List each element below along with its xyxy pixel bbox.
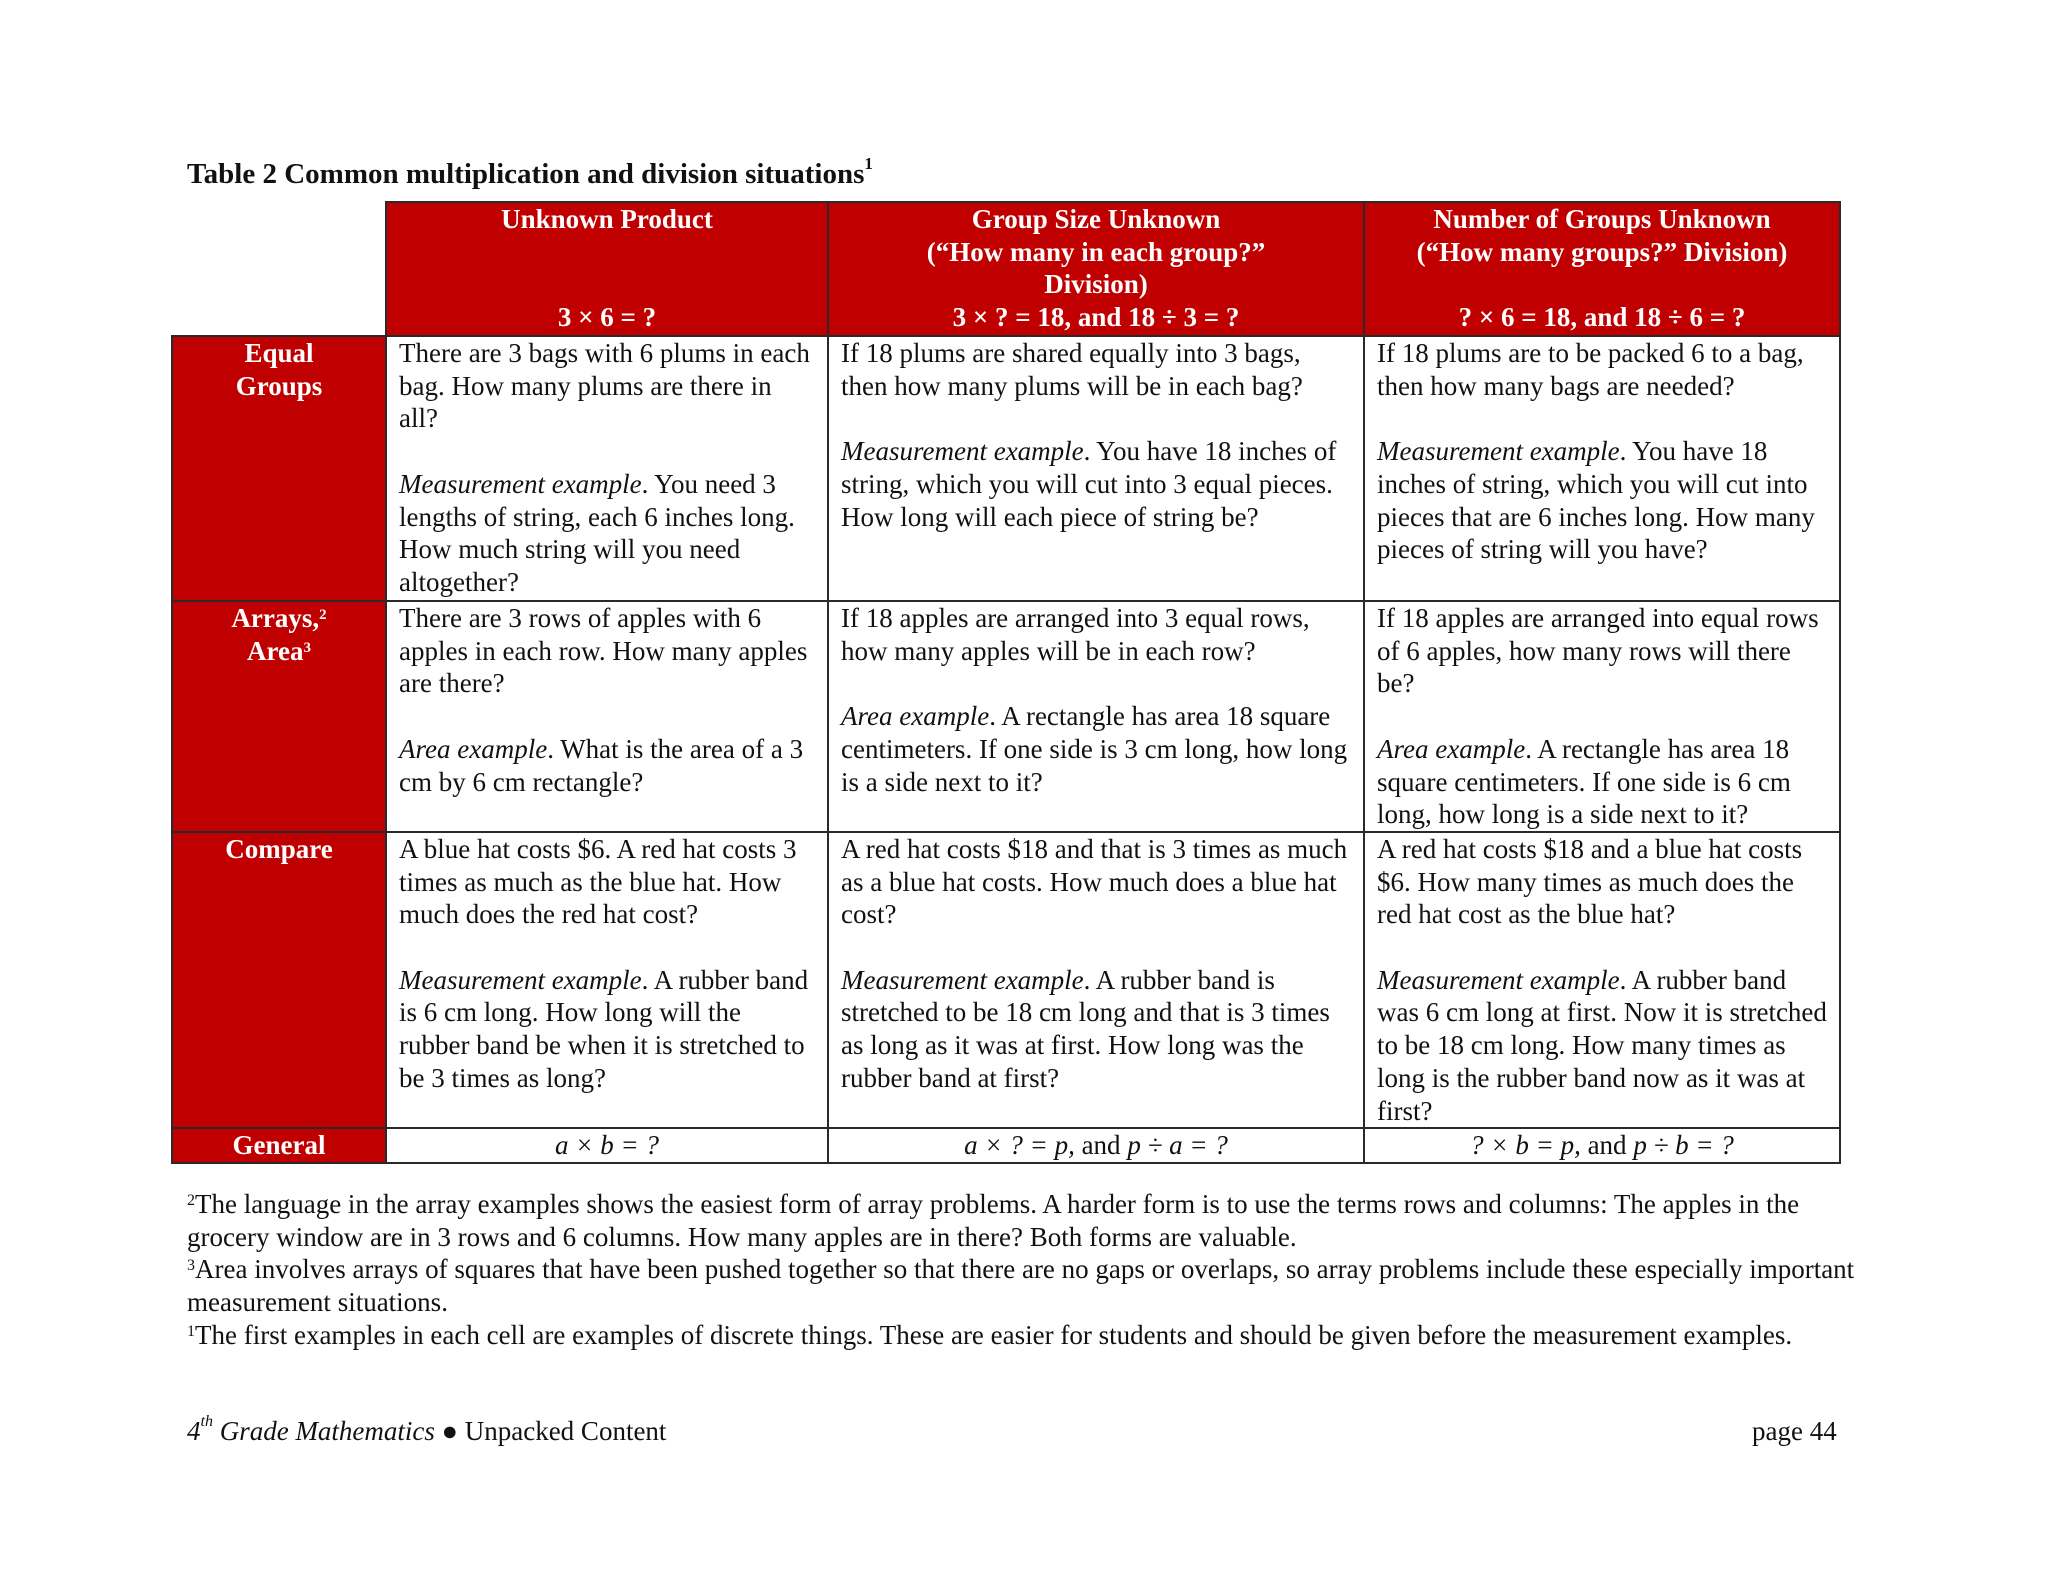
col-header-line: Division) (1044, 269, 1148, 300)
col-header-spacer (1377, 268, 1827, 301)
footnote-text: Area involves arrays of squares that have been pushed together so that there are no gaps or overlaps, so array problems include these especially important measurement situations. (187, 1254, 1855, 1318)
cell-measurement-example (399, 468, 815, 599)
table-title (187, 154, 873, 191)
cell-general-group-size-unknown: a × ? = p, and p ÷ a = ? (828, 1128, 1364, 1163)
cell-example: A red hat costs $18 and a blue hat costs $6. How many times as much does the red hat cost as the blue hat? (1377, 833, 1803, 930)
cell-measurement-example (841, 435, 1351, 533)
cell-example: There are 3 rows of apples with 6 apples in each row. How many apples are there? (399, 603, 808, 699)
example-label: Area example (841, 701, 990, 732)
cell-area-example (841, 700, 1351, 798)
page-number: page 44 (1752, 1416, 1837, 1446)
cell-equal-groups-number-of-groups-unknown (1364, 336, 1840, 601)
cell-example: A blue hat costs $6. A red hat costs 3 times as much as the blue hat. How much does the red hat cost? (399, 833, 797, 930)
bullet-icon: ● (434, 1416, 465, 1446)
footnote-ref: 3 (303, 639, 311, 656)
col-header-line: (“How many groups?” Division) (1416, 236, 1788, 267)
footnote-1 (187, 1319, 1857, 1352)
cell-arrays-unknown-product (386, 601, 828, 832)
table-row-compare (172, 832, 1840, 1128)
cell-example: If 18 apples are arranged into 3 equal rows, how many apples will be in each row? (841, 603, 1310, 666)
table-title-footnote-ref: 1 (864, 154, 873, 173)
example-text: . A rectangle has area 18 square centimeters. If one side is 6 cm long, how long is a side next to it? (1377, 733, 1791, 830)
row-header-label: Equal Groups (235, 338, 323, 401)
cell-compare-number-of-groups-unknown (1364, 832, 1840, 1128)
header-row (172, 202, 1840, 336)
example-text: . A rubber band is 6 cm long. How long will the rubber band be when it is stretched to be 3 times as long? (399, 964, 809, 1093)
col-header-line: (“How many in each group?” (926, 236, 1266, 267)
row-header-label: General (232, 1130, 326, 1161)
example-label: Measurement example (399, 964, 642, 995)
footnotes (187, 1188, 1857, 1352)
example-text: . A rectangle has area 18 square centimeters. If one side is 3 cm long, how long is a side next to it? (841, 701, 1348, 797)
footnote-ref: 2 (319, 607, 327, 623)
cell-area-example (1377, 733, 1827, 831)
col-header-spacer (399, 236, 815, 269)
cell-measurement-example (1377, 964, 1827, 1128)
col-header-line: Group Size Unknown (971, 204, 1221, 234)
table-row-arrays-area (172, 601, 1840, 832)
table-title-text: Table 2 Common multiplication and division situations (187, 158, 865, 190)
cell-compare-group-size-unknown (828, 832, 1364, 1128)
cell-measurement-example (399, 964, 815, 1095)
row-header-label: Arrays,$^2$ (231, 603, 327, 633)
col-header-number-of-groups-unknown (1364, 202, 1840, 336)
col-header-group-size-unknown (828, 202, 1364, 336)
example-label: Area example (399, 733, 548, 764)
col-header-equation: ? × 6 = 18, and 18 ÷ 6 = ? (1458, 302, 1746, 333)
example-text: . A rubber band was 6 cm long at first. Now it is stretched to be 18 cm long. How many times as long is the rubber band now as it was at first? (1377, 964, 1827, 1126)
example-label: Measurement example (1377, 964, 1620, 995)
footnote-number: 1 (187, 1322, 195, 1340)
cell-example: If 18 plums are shared equally into 3 bags, then how many plums will be in each bag? (841, 338, 1303, 401)
cell-arrays-group-size-unknown (828, 601, 1364, 832)
cell-equal-groups-group-size-unknown (828, 336, 1364, 601)
footnote-text: The language in the array examples shows the easiest form of array problems. A harder form is to use the terms rows and columns: The apples in the grocery window are in 3 rows and 6 columns. How many apples are in there? Both forms are valuable. (187, 1189, 1800, 1252)
row-header-label-2: Area$^3$ (247, 635, 311, 666)
situations-table (171, 201, 1841, 1164)
row-header-label: Compare (225, 833, 333, 864)
cell-compare-unknown-product (386, 832, 828, 1128)
example-text: . A rubber band is stretched to be 18 cm long and that is 3 times as long as it was at first. How long was the rubber band at first? (841, 964, 1330, 1093)
footnote-2 (187, 1188, 1857, 1253)
footer-document-title: 4th Grade Mathematics ● Unpacked Content (187, 1413, 667, 1446)
example-text: . You have 18 inches of string, which you will cut into pieces that are 6 inches long. How many pieces of string will you have? (1377, 436, 1815, 565)
cell-general-number-of-groups-unknown: ? × b = p, and p ÷ b = ? (1364, 1128, 1840, 1163)
footnote-number: 2 (187, 1192, 195, 1209)
example-label: Measurement example (1377, 436, 1620, 467)
example-text: . You have 18 inches of string, which you will cut into 3 equal pieces. How long will each piece of string be? (841, 436, 1337, 532)
footnote-text: The first examples in each cell are examples of discrete things. These are easier for students and should be given before the measurement examples. (195, 1319, 1793, 1350)
col-header-equation: 3 × 6 = ? (557, 302, 657, 333)
cell-example: If 18 plums are to be packed 6 to a bag, then how many bags are needed? (1377, 338, 1804, 401)
col-header-line: Unknown Product (501, 204, 713, 234)
cell-arrays-number-of-groups-unknown (1364, 601, 1840, 832)
example-label: Measurement example (841, 436, 1084, 467)
cell-measurement-example (1377, 435, 1827, 566)
example-label: Measurement example (399, 468, 642, 499)
example-text: . You need 3 lengths of string, each 6 inches long. How much string will you need altogether? (399, 468, 795, 597)
footnote-number: 3 (187, 1257, 195, 1275)
col-header-line: Number of Groups Unknown (1433, 204, 1771, 234)
table-row-equal-groups (172, 336, 1840, 601)
cell-general-unknown-product: a × b = ? (386, 1128, 828, 1163)
cell-example: There are 3 bags with 6 plums in each bag. How many plums are there in all? (399, 338, 810, 434)
footnote-3 (187, 1253, 1857, 1318)
corner-cell (172, 202, 386, 336)
row-header-arrays-area (172, 601, 386, 832)
cell-example: If 18 apples are arranged into equal rows of 6 apples, how many rows will there be? (1377, 603, 1819, 699)
cell-measurement-example (841, 964, 1351, 1095)
cell-area-example (399, 733, 815, 798)
example-text: . What is the area of a 3 cm by 6 cm rectangle? (399, 733, 804, 797)
row-header-compare (172, 832, 386, 1128)
table-row-general (172, 1128, 1840, 1163)
example-label: Area example (1377, 733, 1526, 764)
cell-example: A red hat costs $18 and that is 3 times as much as a blue hat costs. How much does a blue hat cost? (841, 833, 1348, 930)
row-header-equal-groups (172, 336, 386, 601)
example-label: Measurement example (841, 964, 1084, 995)
col-header-unknown-product (386, 202, 828, 336)
col-header-equation: 3 × ? = 18, and 18 ÷ 3 = ? (952, 302, 1240, 333)
cell-equal-groups-unknown-product (386, 336, 828, 601)
col-header-spacer (399, 268, 815, 301)
row-header-general (172, 1128, 386, 1163)
